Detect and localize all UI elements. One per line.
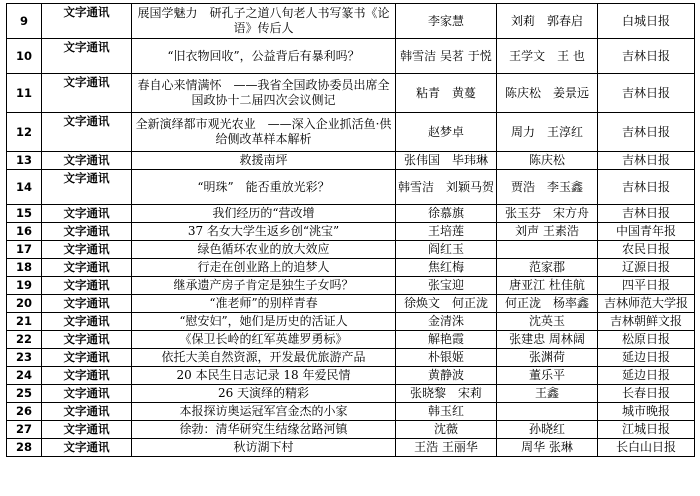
editor-cell: 何正泷 杨率鑫	[497, 295, 598, 313]
category-cell: 文字通讯	[42, 170, 132, 205]
table-row	[7, 170, 695, 205]
editor-cell: 刘莉 郭春启	[497, 4, 598, 39]
author-cell: 解艳霞	[396, 331, 497, 349]
newspaper-cell: 吉林日报	[598, 170, 695, 205]
title-cell: 37 名女大学生返乡创“洮宝”	[132, 223, 396, 241]
newspaper-cell: 松原日报	[598, 331, 695, 349]
category-cell: 文字通讯	[42, 295, 132, 313]
table-row	[7, 403, 695, 421]
category-cell: 文字通讯	[42, 439, 132, 457]
newspaper-cell: 四平日报	[598, 277, 695, 295]
table-body	[7, 4, 695, 457]
category-cell: 文字通讯	[42, 421, 132, 439]
author-cell: 赵梦卓	[396, 113, 497, 152]
title-cell: 全新演绎都市观光农业 ——深入企业抓活鱼·供给侧改革样本解析	[132, 113, 396, 152]
author-cell: 王培莲	[396, 223, 497, 241]
category-cell: 文字通讯	[42, 152, 132, 170]
row-number: 20	[7, 295, 42, 313]
row-number: 25	[7, 385, 42, 403]
category-cell: 文字通讯	[42, 241, 132, 259]
editor-cell	[497, 403, 598, 421]
editor-cell: 刘声 王素浩	[497, 223, 598, 241]
editor-cell: 陈庆松 姜景远	[497, 74, 598, 113]
table-row	[7, 223, 695, 241]
category-cell: 文字通讯	[42, 349, 132, 367]
table-row	[7, 367, 695, 385]
title-cell: 绿色循环农业的放大效应	[132, 241, 396, 259]
title-cell: 春自心来情满怀 ——我省全国政协委员出席全国政协十二届四次会议侧记	[132, 74, 396, 113]
title-cell: 我们经历的“营改增	[132, 205, 396, 223]
editor-cell: 王鑫	[497, 385, 598, 403]
title-cell: “旧衣物回收”，公益背后有暴利吗？	[132, 39, 396, 74]
editor-cell	[497, 241, 598, 259]
table-row	[7, 4, 695, 39]
editor-cell: 董乐平	[497, 367, 598, 385]
newspaper-cell: 长白山日报	[598, 439, 695, 457]
table-row	[7, 259, 695, 277]
newspaper-cell: 吉林日报	[598, 205, 695, 223]
category-cell: 文字通讯	[42, 4, 132, 39]
row-number: 26	[7, 403, 42, 421]
title-cell: “明珠” 能否重放光彩？	[132, 170, 396, 205]
editor-cell: 周华 张琳	[497, 439, 598, 457]
author-cell: 沈薇	[396, 421, 497, 439]
title-cell: 行走在创业路上的追梦人	[132, 259, 396, 277]
author-cell: 黄静波	[396, 367, 497, 385]
row-number: 19	[7, 277, 42, 295]
row-number: 11	[7, 74, 42, 113]
category-cell: 文字通讯	[42, 277, 132, 295]
editor-cell: 孙晓红	[497, 421, 598, 439]
category-cell: 文字通讯	[42, 39, 132, 74]
author-cell: 阎红玉	[396, 241, 497, 259]
table-row	[7, 313, 695, 331]
title-cell: “准老师”的别样青春	[132, 295, 396, 313]
newspaper-cell: 吉林日报	[598, 152, 695, 170]
newspaper-cell: 吉林日报	[598, 113, 695, 152]
category-cell: 文字通讯	[42, 331, 132, 349]
row-number: 24	[7, 367, 42, 385]
author-cell: 韩雪洁 刘颖马贺	[396, 170, 497, 205]
editor-cell: 周力 王淳红	[497, 113, 598, 152]
title-cell: 救援南坪	[132, 152, 396, 170]
author-cell: 张晓黎 宋莉	[396, 385, 497, 403]
newspaper-cell: 吉林师范大学报	[598, 295, 695, 313]
author-cell: 徐焕文 何正泷	[396, 295, 497, 313]
newspaper-cell: 长春日报	[598, 385, 695, 403]
category-cell: 文字通讯	[42, 385, 132, 403]
row-number: 12	[7, 113, 42, 152]
newspaper-cell: 吉林朝鲜文报	[598, 313, 695, 331]
award-table	[6, 3, 695, 457]
title-cell: 展国学魅力 研孔子之道八旬老人书写篆书《论语》传后人	[132, 4, 396, 39]
author-cell: 韩玉红	[396, 403, 497, 421]
table-row	[7, 331, 695, 349]
title-cell: 继承遗产房子肯定是独生子女吗？	[132, 277, 396, 295]
row-number: 18	[7, 259, 42, 277]
editor-cell: 张渊荷	[497, 349, 598, 367]
title-cell: “慰安妇”，她们是历史的活证人	[132, 313, 396, 331]
category-cell: 文字通讯	[42, 367, 132, 385]
author-cell: 张宝迎	[396, 277, 497, 295]
title-cell: 秋访湖下村	[132, 439, 396, 457]
author-cell: 朴银姬	[396, 349, 497, 367]
newspaper-cell: 延边日报	[598, 349, 695, 367]
editor-cell: 贾浩 李玉鑫	[497, 170, 598, 205]
editor-cell: 陈庆松	[497, 152, 598, 170]
title-cell: 徐勃：清华研究生结缘岔路河镇	[132, 421, 396, 439]
category-cell: 文字通讯	[42, 223, 132, 241]
table-row	[7, 39, 695, 74]
table-row	[7, 277, 695, 295]
category-cell: 文字通讯	[42, 403, 132, 421]
row-number: 16	[7, 223, 42, 241]
author-cell: 粘青 黄蔓	[396, 74, 497, 113]
table-row	[7, 152, 695, 170]
row-number: 10	[7, 39, 42, 74]
category-cell: 文字通讯	[42, 259, 132, 277]
row-number: 28	[7, 439, 42, 457]
table-row	[7, 241, 695, 259]
row-number: 15	[7, 205, 42, 223]
newspaper-cell: 农民日报	[598, 241, 695, 259]
newspaper-cell: 吉林日报	[598, 74, 695, 113]
row-number: 13	[7, 152, 42, 170]
title-cell: 依托大美自然资源，开发最优旅游产品	[132, 349, 396, 367]
table-row	[7, 439, 695, 457]
title-cell: 本报探访奥运冠军宫金杰的小家	[132, 403, 396, 421]
table-row	[7, 205, 695, 223]
title-cell: 《保卫长岭的红军英雄罗勇标》	[132, 331, 396, 349]
row-number: 23	[7, 349, 42, 367]
author-cell: 金清洙	[396, 313, 497, 331]
newspaper-cell: 辽源日报	[598, 259, 695, 277]
row-number: 17	[7, 241, 42, 259]
editor-cell: 张玉芬 宋方舟	[497, 205, 598, 223]
author-cell: 张伟国 毕玮琳	[396, 152, 497, 170]
category-cell: 文字通讯	[42, 313, 132, 331]
editor-cell: 王学文 王 也	[497, 39, 598, 74]
newspaper-cell: 江城日报	[598, 421, 695, 439]
table-row	[7, 349, 695, 367]
category-cell: 文字通讯	[42, 74, 132, 113]
row-number: 21	[7, 313, 42, 331]
category-cell: 文字通讯	[42, 205, 132, 223]
editor-cell: 范家郡	[497, 259, 598, 277]
newspaper-cell: 延边日报	[598, 367, 695, 385]
row-number: 14	[7, 170, 42, 205]
editor-cell: 唐亚江 杜佳航	[497, 277, 598, 295]
table-row	[7, 295, 695, 313]
row-number: 22	[7, 331, 42, 349]
author-cell: 王浩 王丽华	[396, 439, 497, 457]
newspaper-cell: 吉林日报	[598, 39, 695, 74]
author-cell: 韩雪洁 吴茗 于悦	[396, 39, 497, 74]
author-cell: 焦红梅	[396, 259, 497, 277]
title-cell: 26 天演绎的精彩	[132, 385, 396, 403]
newspaper-cell: 白城日报	[598, 4, 695, 39]
author-cell: 徐慕旗	[396, 205, 497, 223]
table-row	[7, 421, 695, 439]
author-cell: 李家慧	[396, 4, 497, 39]
editor-cell: 张建忠 周林阔	[497, 331, 598, 349]
newspaper-cell: 城市晚报	[598, 403, 695, 421]
table-row	[7, 74, 695, 113]
row-number: 9	[7, 4, 42, 39]
newspaper-cell: 中国青年报	[598, 223, 695, 241]
editor-cell: 沈英玉	[497, 313, 598, 331]
table-row	[7, 113, 695, 152]
title-cell: 20 本民生日志记录 18 年爱民情	[132, 367, 396, 385]
table-row	[7, 385, 695, 403]
row-number: 27	[7, 421, 42, 439]
category-cell: 文字通讯	[42, 113, 132, 152]
